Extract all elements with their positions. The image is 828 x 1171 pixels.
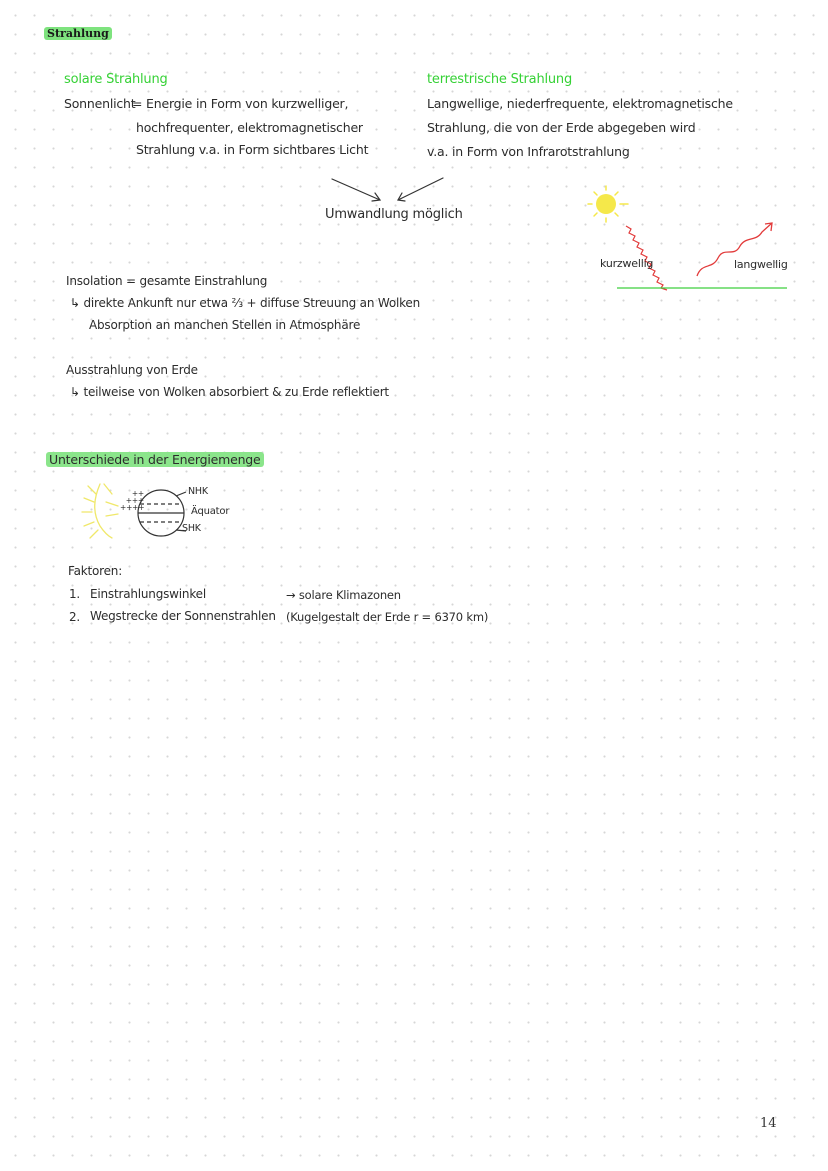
long-wave-label: langwellig — [734, 258, 788, 271]
outgoing-line-1: Ausstrahlung von Erde — [66, 363, 198, 377]
factor-2-text: Wegstrecke der Sonnenstrahlen — [90, 609, 276, 623]
factor-1-note: → solare Klimazonen — [286, 588, 401, 602]
page-heading: Strahlung — [44, 27, 112, 40]
equator-label: Äquator — [191, 506, 230, 517]
terrestrial-title: terrestrische Strahlung — [427, 72, 573, 87]
factor-2-note: (Kugelgestalt der Erde r = 6370 km) — [286, 610, 489, 624]
insolation-line-1: Insolation = gesamte Einstrahlung — [66, 274, 268, 288]
insolation-line-3: Absorption an manchen Stellen in Atmosphäre — [89, 318, 361, 332]
conversion-label: Umwandlung möglich — [325, 207, 463, 222]
outgoing-line-2: ↳ teilweise von Wolken absorbiert & zu Erde reflektiert — [70, 385, 389, 399]
energy-heading: Unterschiede in der Energiemenge — [46, 452, 264, 467]
solar-line-1: = Energie in Form von kurzwelliger, — [132, 96, 349, 111]
short-wave-label: kurzwellig — [600, 257, 654, 270]
solar-term: Sonnenlicht — [64, 96, 136, 111]
factor-1-number: 1. — [69, 587, 81, 601]
terrestrial-line-3: v.a. in Form von Infrarotstrahlung — [427, 144, 630, 159]
solar-title: solare Strahlung — [64, 72, 168, 87]
solar-line-2: hochfrequenter, elektromagnetischer — [136, 120, 363, 135]
factor-1-text: Einstrahlungswinkel — [90, 587, 206, 601]
earth-globe — [138, 490, 186, 536]
terrestrial-line-2: Strahlung, die von der Erde abgegeben wird — [427, 120, 696, 135]
solar-line-3: Strahlung v.a. in Form sichtbares Licht — [136, 142, 369, 157]
factor-2-number: 2. — [69, 610, 81, 624]
shk-label: SHK — [182, 523, 201, 534]
sun-rays-icon — [82, 484, 118, 538]
factors-title: Faktoren: — [68, 564, 123, 578]
terrestrial-line-1: Langwellige, niederfrequente, elektromagnetische — [427, 96, 733, 111]
insolation-line-2: ↳ direkte Ankunft nur etwa ⅔ + diffuse Streuung an Wolken — [70, 296, 421, 310]
nhk-label: NHK — [188, 486, 208, 497]
plus-marks: ++ +++ ++++ — [120, 489, 145, 512]
page-number: 14 — [760, 1116, 777, 1131]
